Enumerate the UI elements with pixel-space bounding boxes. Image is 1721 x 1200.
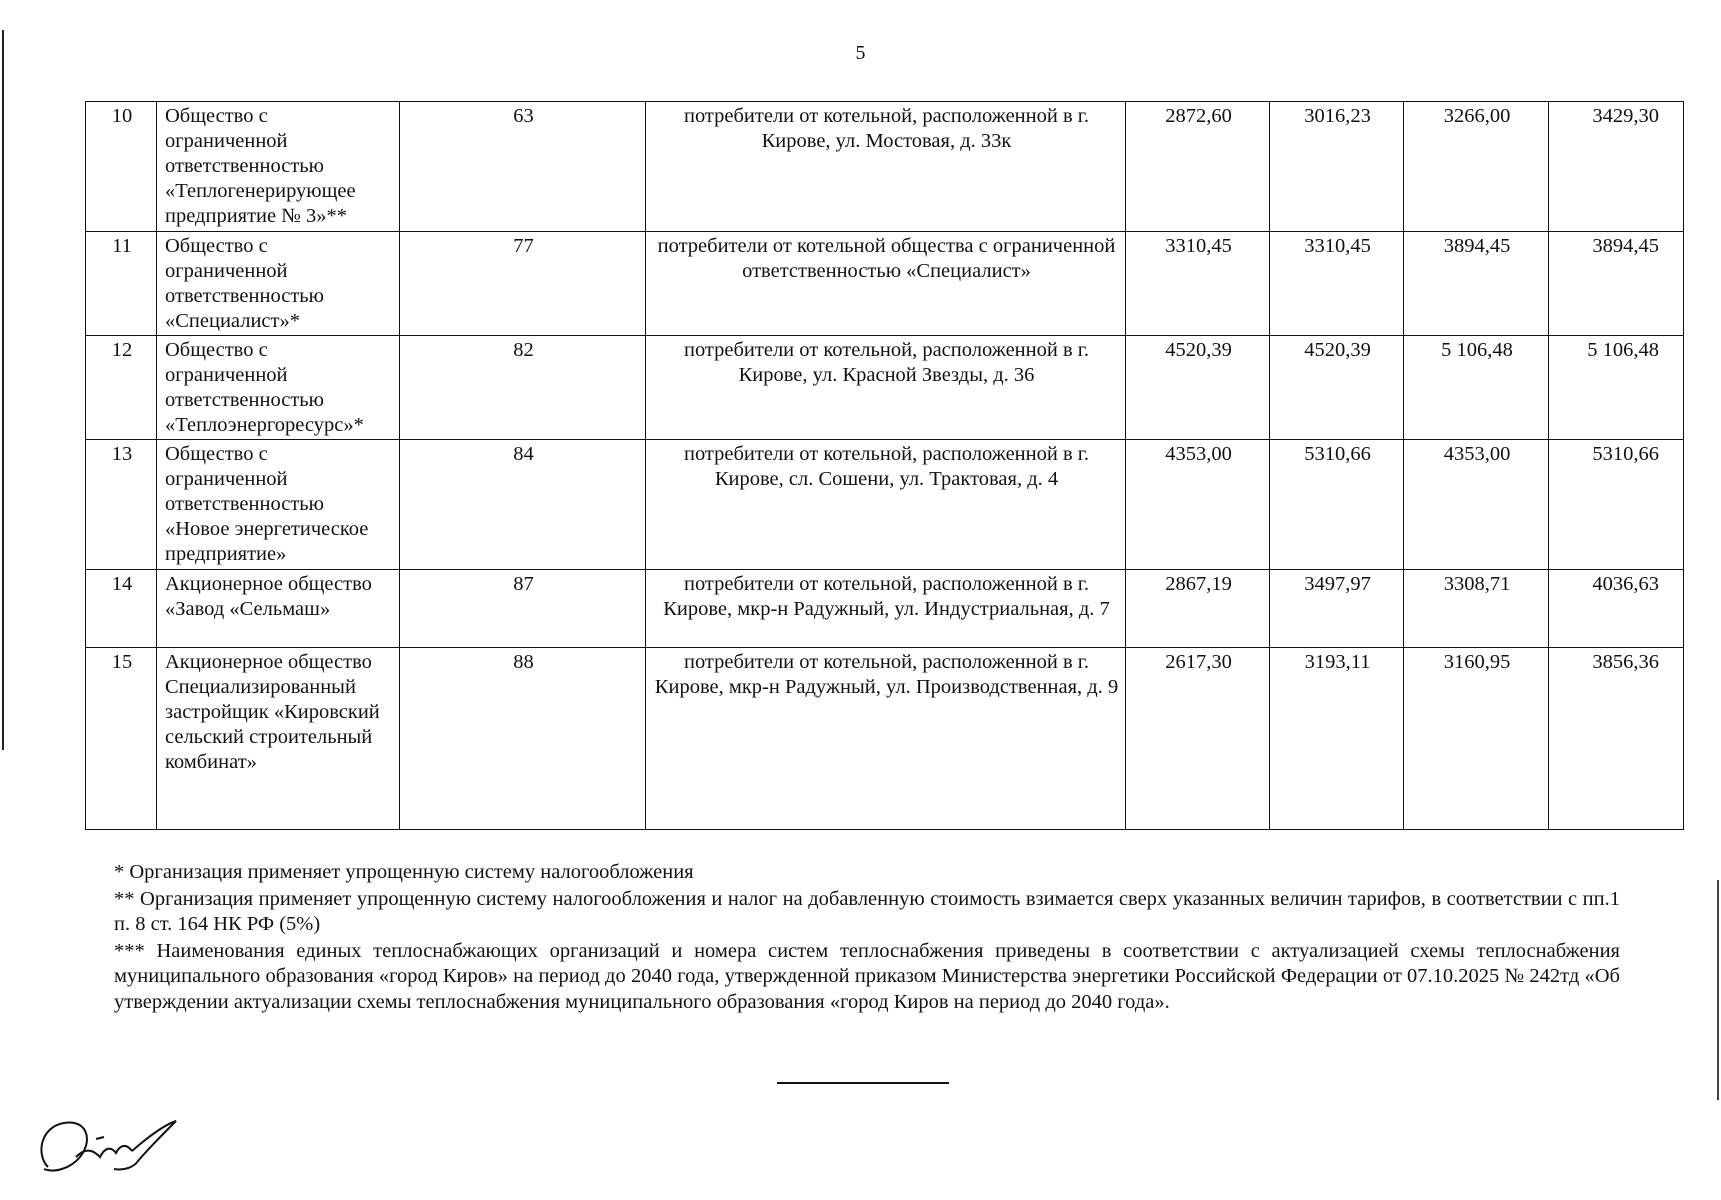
- organization-name: Общество с ограниченной ответственностью «Новое энергетическое предприятие»: [157, 440, 400, 570]
- row-number: 12: [86, 336, 157, 440]
- system-number: 87: [400, 570, 646, 648]
- tariff-table: [85, 101, 1684, 830]
- tariff-value-1: 4520,39: [1126, 336, 1270, 440]
- tariff-value-4: 3429,30: [1549, 102, 1684, 232]
- tariff-value-2: 3497,97: [1270, 570, 1404, 648]
- row-number: 15: [86, 648, 157, 830]
- tariff-table-body: [86, 102, 1684, 830]
- page-scan-edge: [2, 30, 4, 750]
- organization-name: Акционерное общество «Завод «Сельмаш»: [157, 570, 400, 648]
- system-number: 82: [400, 336, 646, 440]
- page-scan-edge-right: [1717, 880, 1719, 1100]
- table-row: [86, 102, 1684, 232]
- footnote-triple-asterisk: *** Наименования единых теплоснабжающих организаций и номера систем теплоснабжения приведены в соответствии с актуализацией схемы теплоснабжения муниципального образования «город Киров» на период до 2040 года, утвержденной приказом Министерства энергетики Российской Федерации от 07.10.2025 № 242тд «Об утверждении актуализации схемы теплоснабжения муниципального образования «город Киров на период до 2040 года».: [114, 939, 1620, 1013]
- organization-name: Общество с ограниченной ответственностью «Специалист»*: [157, 232, 400, 336]
- tariff-value-3: 4353,00: [1404, 440, 1549, 570]
- tariff-value-1: 3310,45: [1126, 232, 1270, 336]
- consumers-description: потребители от котельной, расположенной в г. Кирове, ул. Мостовая, д. 33к: [646, 102, 1126, 232]
- tariff-value-2: 5310,66: [1270, 440, 1404, 570]
- consumers-description: потребители от котельной, расположенной в г. Кирове, мкр-н Радужный, ул. Индустриальная, д. 7: [646, 570, 1126, 648]
- organization-name: Общество с ограниченной ответственностью «Теплогенерирующее предприятие № 3»**: [157, 102, 400, 232]
- tariff-value-3: 3308,71: [1404, 570, 1549, 648]
- tariff-value-4: 3894,45: [1549, 232, 1684, 336]
- table-row: [86, 232, 1684, 336]
- row-number: 11: [86, 232, 157, 336]
- consumers-description: потребители от котельной, расположенной в г. Кирове, сл. Сошени, ул. Трактовая, д. 4: [646, 440, 1126, 570]
- consumers-description: потребители от котельной общества с ограниченной ответственностью «Специалист»: [646, 232, 1126, 336]
- footnote-single-asterisk: * Организация применяет упрощенную систему налогообложения: [114, 861, 694, 883]
- system-number: 84: [400, 440, 646, 570]
- organization-name: Общество с ограниченной ответственностью «Теплоэнергоресурс»*: [157, 336, 400, 440]
- page-number: 5: [855, 42, 866, 64]
- tariff-value-3: 3160,95: [1404, 648, 1549, 830]
- table-row: [86, 440, 1684, 570]
- row-number: 14: [86, 570, 157, 648]
- tariff-value-3: 3266,00: [1404, 102, 1549, 232]
- consumers-description: потребители от котельной, расположенной в г. Кирове, мкр-н Радужный, ул. Производственная, д. 9: [646, 648, 1126, 830]
- row-number: 10: [86, 102, 157, 232]
- end-of-document-rule: [777, 1082, 949, 1084]
- handwritten-signature: [30, 1105, 190, 1185]
- organization-name: Акционерное общество Специализированный застройщик «Кировский сельский строительный комбинат»: [157, 648, 400, 830]
- system-number: 88: [400, 648, 646, 830]
- tariff-value-2: 3193,11: [1270, 648, 1404, 830]
- system-number: 63: [400, 102, 646, 232]
- tariff-value-3: 3894,45: [1404, 232, 1549, 336]
- tariff-value-2: 4520,39: [1270, 336, 1404, 440]
- tariff-value-4: 5 106,48: [1549, 336, 1684, 440]
- table-row: [86, 648, 1684, 830]
- footnote-double-asterisk: ** Организация применяет упрощенную систему налогообложения и налог на добавленную стоимость взимается сверх указанных величин тарифов, в соответствии с пп.1 п. 8 ст. 164 НК РФ (5%): [114, 887, 1620, 935]
- tariff-value-4: 5310,66: [1549, 440, 1684, 570]
- tariff-value-4: 4036,63: [1549, 570, 1684, 648]
- footnotes: [114, 860, 1620, 1016]
- tariff-value-2: 3310,45: [1270, 232, 1404, 336]
- row-number: 13: [86, 440, 157, 570]
- system-number: 77: [400, 232, 646, 336]
- consumers-description: потребители от котельной, расположенной в г. Кирове, ул. Красной Звезды, д. 36: [646, 336, 1126, 440]
- tariff-value-1: 2867,19: [1126, 570, 1270, 648]
- tariff-value-2: 3016,23: [1270, 102, 1404, 232]
- tariff-value-4: 3856,36: [1549, 648, 1684, 830]
- table-row: [86, 336, 1684, 440]
- tariff-value-3: 5 106,48: [1404, 336, 1549, 440]
- table-row: [86, 570, 1684, 648]
- tariff-value-1: 2617,30: [1126, 648, 1270, 830]
- tariff-value-1: 4353,00: [1126, 440, 1270, 570]
- tariff-value-1: 2872,60: [1126, 102, 1270, 232]
